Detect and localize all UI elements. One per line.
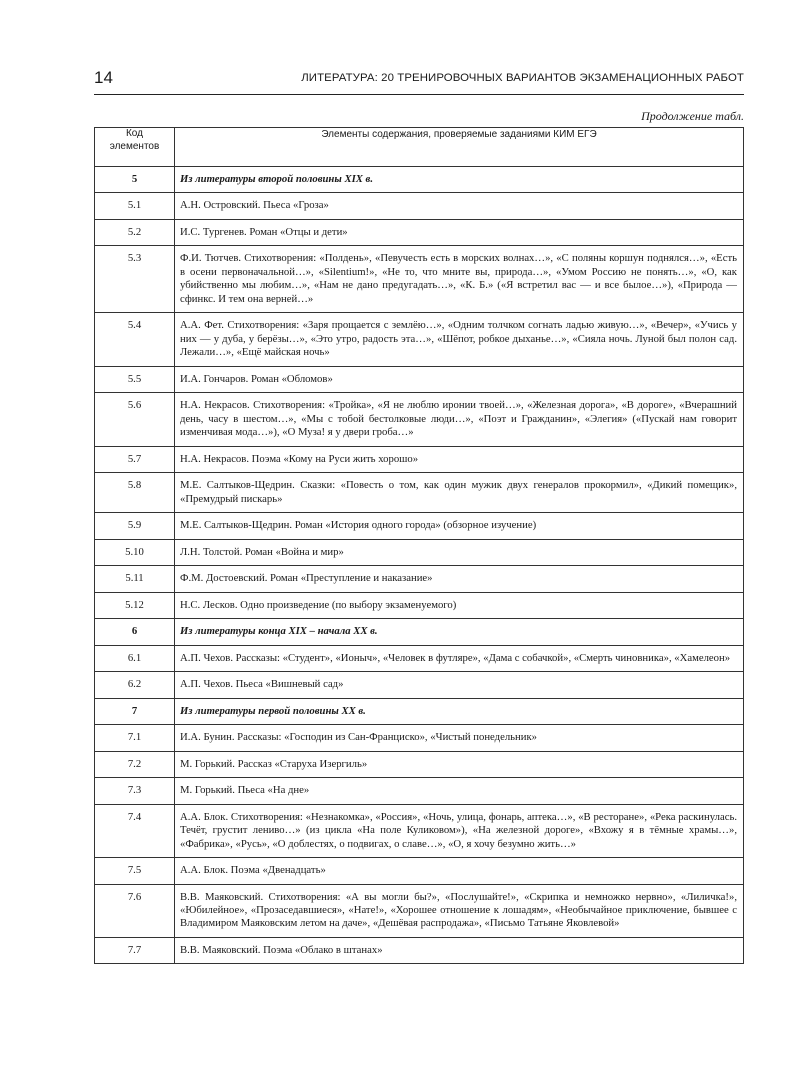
element-description: М. Горький. Рассказ «Старуха Изергиль» <box>175 751 744 777</box>
table-row <box>95 219 744 245</box>
table-row <box>95 884 744 937</box>
content-elements-table <box>94 127 744 964</box>
element-code: 5.2 <box>95 219 175 245</box>
element-description: Ф.И. Тютчев. Стихотворения: «Полдень», «Певучесть есть в морских волнах…», «С поляны коршун поднялся…», «Есть в осени первоначальной…», «Silentium!», «Не то, что мните вы, природа…», «Умом Россию не понять…», «О, как убийственно мы любим…», «Нам не дано предугадать…», «К. Б.» («Я встретил вас — и все былое…»), «Природа — сфинкс. И тем она верней…» <box>175 246 744 313</box>
table-row <box>95 725 744 751</box>
element-code: 7.1 <box>95 725 175 751</box>
table-row <box>95 193 744 219</box>
table-row <box>95 513 744 539</box>
element-code: 6.1 <box>95 645 175 671</box>
element-code: 6.2 <box>95 672 175 698</box>
table-row <box>95 672 744 698</box>
element-code: 5 <box>95 167 175 193</box>
element-description: Н.С. Лесков. Одно произведение (по выбору экзаменуемого) <box>175 592 744 618</box>
page-number: 14 <box>94 68 113 87</box>
element-description: М.Е. Салтыков-Щедрин. Роман «История одного города» (обзорное изучение) <box>175 513 744 539</box>
element-description: В.В. Маяковский. Поэма «Облако в штанах» <box>175 937 744 963</box>
table-row <box>95 446 744 472</box>
element-description: В.В. Маяковский. Стихотворения: «А вы могли бы?», «Послушайте!», «Скрипка и немножко нервно», «Лиличка!», «Юбилейное», «Прозаседавшиеся», «Нате!», «Хорошее отношение к лошадям», «Необычайное приключение, бывшее с Владимиром Маяковским летом на даче», «Дешёвая распродажа», «Письмо Татьяне Яковлевой» <box>175 884 744 937</box>
section-row <box>95 619 744 645</box>
table-row <box>95 366 744 392</box>
element-code: 7.5 <box>95 858 175 884</box>
table-row <box>95 937 744 963</box>
element-code: 5.9 <box>95 513 175 539</box>
element-code: 5.7 <box>95 446 175 472</box>
table-row <box>95 246 744 313</box>
table-row <box>95 858 744 884</box>
table-row <box>95 313 744 366</box>
element-code: 6 <box>95 619 175 645</box>
element-description: М. Горький. Пьеса «На дне» <box>175 778 744 804</box>
table-header-row <box>95 128 744 167</box>
code-column-header <box>95 128 175 167</box>
section-title: Из литературы второй половины XIX в. <box>175 167 744 193</box>
element-description: И.С. Тургенев. Роман «Отцы и дети» <box>175 219 744 245</box>
element-description: А.А. Блок. Поэма «Двенадцать» <box>175 858 744 884</box>
table-continuation-note: Продолжение табл. <box>641 109 744 123</box>
table-row <box>95 645 744 671</box>
element-code: 5.12 <box>95 592 175 618</box>
element-code: 5.3 <box>95 246 175 313</box>
table-row <box>95 393 744 446</box>
code-header-line1: Код <box>125 128 143 139</box>
section-row <box>95 167 744 193</box>
element-code: 5.11 <box>95 566 175 592</box>
element-code: 5.4 <box>95 313 175 366</box>
table-row <box>95 592 744 618</box>
element-description: И.А. Гончаров. Роман «Обломов» <box>175 366 744 392</box>
element-description: А.А. Фет. Стихотворения: «Заря прощается с землёю…», «Одним толчком согнать ладью живую…», «Вечер», «Учись у них — у дуба, у берёзы…», «Это утро, радость эта…», «Шёпот, робкое дыханье…», «Сияла ночь. Луной был полон сад. Лежали…», «Ещё майская ночь» <box>175 313 744 366</box>
element-code: 7.6 <box>95 884 175 937</box>
page-header <box>94 64 744 92</box>
element-description: А.П. Чехов. Рассказы: «Студент», «Ионыч», «Человек в футляре», «Дама с собачкой», «Смерть чиновника», «Хамелеон» <box>175 645 744 671</box>
element-code: 7.4 <box>95 804 175 857</box>
table-row <box>95 751 744 777</box>
table-row <box>95 778 744 804</box>
element-code: 5.5 <box>95 366 175 392</box>
element-description: М.Е. Салтыков-Щедрин. Сказки: «Повесть о том, как один мужик двух генералов прокормил», «Дикий помещик», «Премудрый пискарь» <box>175 473 744 513</box>
element-code: 7.3 <box>95 778 175 804</box>
code-header-line2: элементов <box>109 140 160 152</box>
element-description: Ф.М. Достоевский. Роман «Преступление и наказание» <box>175 566 744 592</box>
table-row <box>95 473 744 513</box>
table-row <box>95 804 744 857</box>
element-description: Н.А. Некрасов. Стихотворения: «Тройка», «Я не люблю иронии твоей…», «Железная дорога», «В дороге», «Вчерашний день, часу в шестом…», «Мы с тобой бестолковые люди…», «Поэт и Гражданин», «Элегия» («Пускай нам говорит изменчивая мода…»), «О Муза! я у двери гроба…» <box>175 393 744 446</box>
section-row <box>95 698 744 724</box>
elements-column-header: Элементы содержания, проверяемые заданиями КИМ ЕГЭ <box>175 128 744 167</box>
element-code: 5.6 <box>95 393 175 446</box>
element-description: А.Н. Островский. Пьеса «Гроза» <box>175 193 744 219</box>
element-description: А.А. Блок. Стихотворения: «Незнакомка», «Россия», «Ночь, улица, фонарь, аптека…», «В ресторане», «Река раскинулась. Течёт, грустит лениво…» (из цикла «На поле Куликовом»), «На железной дороге», «Вхожу я в тёмные храмы…», «Фабрика», «Русь», «О доблестях, о подвигах, о славе…», «О, я хочу безумно жить…» <box>175 804 744 857</box>
element-description: А.П. Чехов. Пьеса «Вишневый сад» <box>175 672 744 698</box>
element-code: 7.7 <box>95 937 175 963</box>
element-code: 5.1 <box>95 193 175 219</box>
element-description: Н.А. Некрасов. Поэма «Кому на Руси жить хорошо» <box>175 446 744 472</box>
element-code: 7 <box>95 698 175 724</box>
running-title: ЛИТЕРАТУРА: 20 ТРЕНИРОВОЧНЫХ ВАРИАНТОВ ЭКЗАМЕНАЦИОННЫХ РАБОТ <box>301 72 744 84</box>
element-description: Л.Н. Толстой. Роман «Война и мир» <box>175 539 744 565</box>
element-code: 5.10 <box>95 539 175 565</box>
element-code: 7.2 <box>95 751 175 777</box>
header-rule <box>94 94 744 95</box>
element-code: 5.8 <box>95 473 175 513</box>
table-row <box>95 566 744 592</box>
element-description: И.А. Бунин. Рассказы: «Господин из Сан-Франциско», «Чистый понедельник» <box>175 725 744 751</box>
section-title: Из литературы первой половины XX в. <box>175 698 744 724</box>
section-title: Из литературы конца XIX – начала XX в. <box>175 619 744 645</box>
table-row <box>95 539 744 565</box>
